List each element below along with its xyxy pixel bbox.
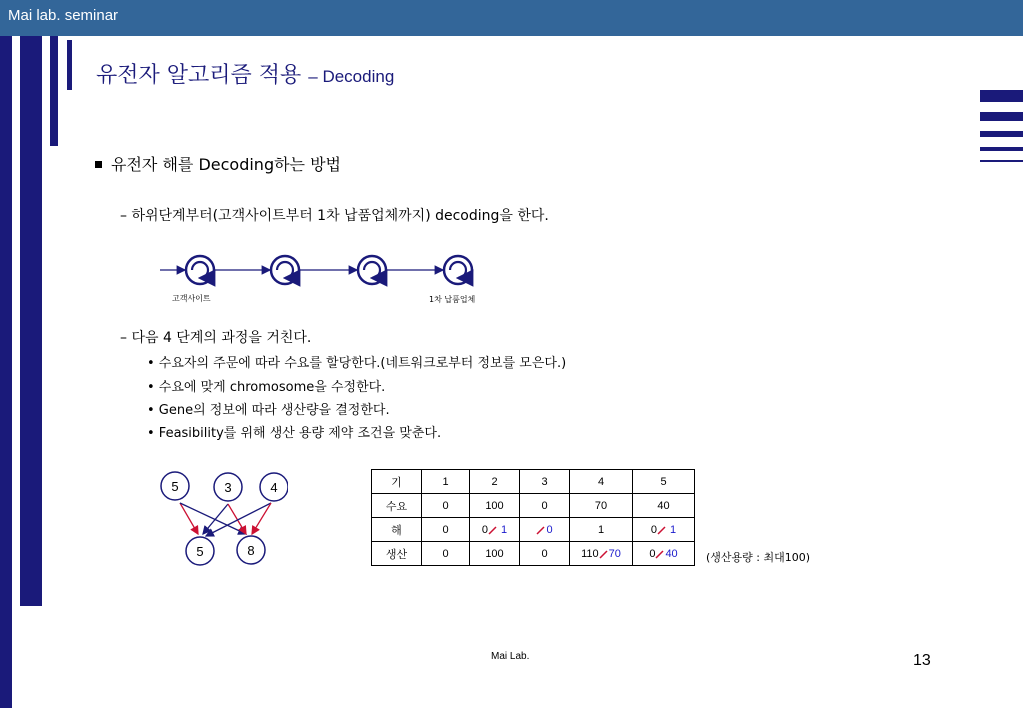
production-new-value: 70 (608, 547, 621, 560)
decoding-table (371, 469, 695, 566)
node-bottom-1-label: 5 (196, 544, 204, 559)
table-cell: 1 (422, 470, 470, 494)
table-cell: 4 (570, 470, 633, 494)
table-cell: 70 (570, 494, 633, 518)
flow-node-1 (186, 256, 214, 284)
flow-node-4 (444, 256, 472, 284)
step-four-stages: – 다음 4 단계의 과정을 거친다. (120, 330, 312, 346)
step-bottom-up: – 하위단계부터(고객사이트부터 1차 납품업체까지) decoding을 한다. (120, 208, 549, 224)
table-cell: 2 (470, 470, 520, 494)
right-bar-2 (980, 112, 1023, 121)
table-cell: 3 (520, 470, 570, 494)
table-cell: 0 (520, 542, 570, 566)
table-cell: 해 (372, 518, 422, 542)
right-bar-1 (980, 90, 1023, 102)
substep-4: • Feasibility를 위해 생산 용량 제약 조건을 맞춘다. (147, 426, 442, 441)
table-row-production (372, 542, 695, 566)
solution-new-value: 1 (501, 523, 508, 536)
flow-diagram (155, 248, 495, 298)
left-bar-3 (50, 36, 58, 146)
title-sub: – Decoding (308, 67, 395, 86)
edge-top2-bottom1 (203, 504, 228, 534)
table-cell (633, 542, 695, 566)
substep-1: • 수요자의 주문에 따라 수요를 할당한다.(네트워크로부터 정보를 모은다.) (147, 356, 567, 371)
header-bar (0, 0, 1023, 36)
right-bar-3 (980, 131, 1023, 137)
substep-2: • 수요에 맞게 chromosome을 수정한다. (147, 380, 386, 395)
table-cell: 수요 (372, 494, 422, 518)
title-main: 유전자 알고리즘 적용 (96, 63, 302, 88)
table-cell (570, 542, 633, 566)
page-number: 13 (913, 652, 931, 669)
production-old-value: 0 (649, 547, 656, 560)
substep-3: • Gene의 정보에 따라 생산량을 결정한다. (147, 403, 390, 418)
page-title (96, 58, 394, 89)
node-top-1-label: 5 (171, 479, 179, 494)
network-diagram (158, 466, 288, 571)
table-cell: 100 (470, 542, 520, 566)
table-cell (520, 518, 570, 542)
footer-label: Mai Lab. (491, 651, 530, 662)
left-bar-4 (67, 40, 72, 90)
correction-arrow-icon (599, 549, 609, 559)
right-bar-4 (980, 147, 1023, 151)
table-cell: 0 (422, 494, 470, 518)
table-cell (633, 518, 695, 542)
correction-arrow-icon (657, 525, 667, 535)
node-bottom-2-label: 8 (247, 543, 255, 558)
table-row-solution (372, 518, 695, 542)
capacity-note: (생산용량 : 최대100) (706, 551, 811, 564)
table-cell: 40 (633, 494, 695, 518)
left-bar-1 (0, 36, 12, 708)
table-row-period (372, 470, 695, 494)
correction-arrow-icon (488, 525, 498, 535)
table-row-demand (372, 494, 695, 518)
table-cell: 생산 (372, 542, 422, 566)
solution-new-value: 1 (670, 523, 677, 536)
node-top-3-label: 4 (270, 480, 278, 495)
table-cell: 100 (470, 494, 520, 518)
table-cell: 0 (520, 494, 570, 518)
correction-arrow-icon (655, 549, 665, 559)
node-top-2-label: 3 (224, 480, 232, 495)
production-new-value: 40 (665, 547, 678, 560)
table-cell (470, 518, 520, 542)
flow-node-2 (271, 256, 299, 284)
correction-arrow-icon (536, 525, 546, 535)
flow-start-label: 고객사이트 (172, 294, 211, 303)
bullet-decoding-text: 유전자 해를 Decoding하는 방법 (111, 155, 342, 174)
solution-old-value: 0 (481, 523, 488, 536)
production-old-value: 110 (581, 547, 599, 560)
header-label: Mai lab. seminar (8, 7, 119, 24)
right-bar-5 (980, 160, 1023, 162)
table-cell: 1 (570, 518, 633, 542)
bullet-decoding (95, 152, 341, 175)
table-cell: 0 (422, 518, 470, 542)
table-cell: 0 (422, 542, 470, 566)
solution-new-value: 0 (546, 523, 553, 536)
table-cell: 기 (372, 470, 422, 494)
table-cell: 5 (633, 470, 695, 494)
square-bullet-icon (95, 161, 102, 168)
flow-node-3 (358, 256, 386, 284)
flow-end-label: 1차 납품업체 (429, 295, 476, 304)
solution-old-value: 0 (650, 523, 657, 536)
left-bar-2 (20, 36, 42, 606)
